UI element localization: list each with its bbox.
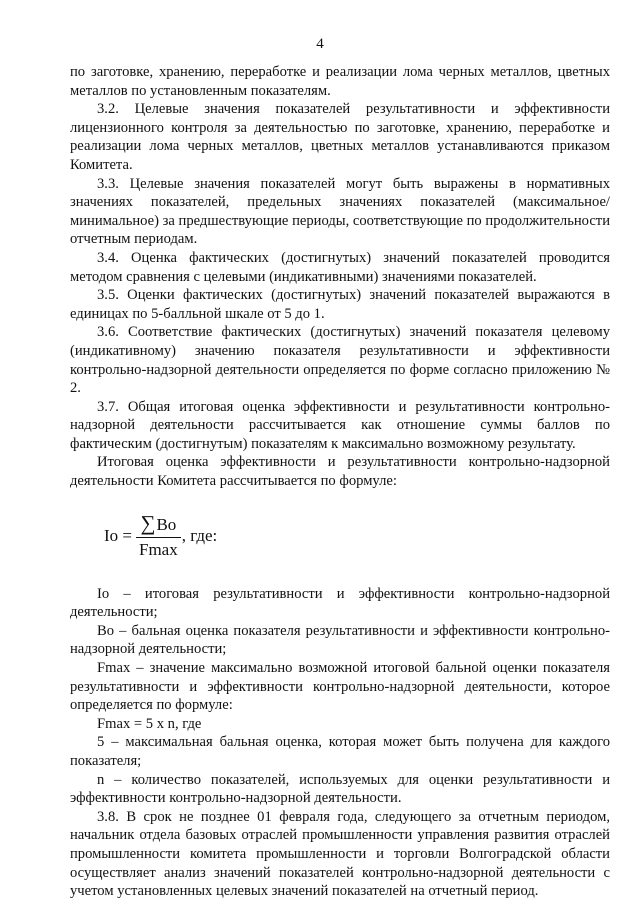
paragraph: 3.8. В срок не позднее 01 февраля года, следующего за отчетным периодом, начальник отдела базовых отраслей промышленности управления развития отраслей промышленности комитета промышленности и торговли Волгоградской области осуществляет анализ значений показателей контрольно-надзорной деятельности с учетом установленных целевых значений показателей на отчетный период. xyxy=(70,808,610,900)
document-body xyxy=(70,63,610,901)
paragraph: 3.5. Оценки фактических (достигнутых) значений показателей выражаются в единицах по 5-балльной шкале от 5 до 1. xyxy=(70,287,610,322)
paragraph: 3.2. Целевые значения показателей результативности и эффективности лицензионного контроля за деятельностью по заготовке, хранению, переработке и реализации лома черных металлов, цветных металлов устанавливаются приказом Комитета. xyxy=(70,101,610,173)
formula-fraction xyxy=(136,511,181,559)
paragraph: Bo – бальная оценка показателя результативности и эффективности контрольно-надзорной деятельности; xyxy=(70,622,610,658)
formula-io xyxy=(104,503,610,571)
formula-lhs: Io = xyxy=(104,526,132,546)
paragraph: 3.3. Целевые значения показателей могут быть выражены в нормативных значениях показателей, предельных значениях показателей (максимальное/минимальное) за предшествующие периоды, соответствующие по продолжительности отчетным периодам. xyxy=(70,175,610,248)
paragraph: Итоговая оценка эффективности и результативности контрольно-надзорной деятельности Комитета рассчитывается по формуле: xyxy=(70,454,610,490)
paragraph: Io – итоговая результативности и эффективности контрольно-надзорной деятельности; xyxy=(70,585,610,621)
paragraphs-after-formula xyxy=(70,585,610,901)
paragraph: Fmax = 5 x n, где xyxy=(97,715,202,732)
paragraph: по заготовке, хранению, переработке и реализации лома черных металлов, цветных металлов по установленным показателям. xyxy=(70,64,610,99)
page-number: 4 xyxy=(316,36,324,52)
formula-denominator: Fmax xyxy=(136,537,181,560)
paragraph: 3.4. Оценка фактических (достигнутых) значений показателей проводится методом сравнения с целевыми (индикативными) значениями показателей. xyxy=(70,249,610,285)
paragraphs-before-formula xyxy=(70,63,610,491)
paragraph: 3.7. Общая итоговая оценка эффективности и результативности контрольно-надзорной деятельности рассчитывается как отношение суммы баллов по фактическим (достигнутым) показателям к максимально возможному результату. xyxy=(70,398,610,452)
paragraph: 5 – максимальная бальная оценка, которая может быть получена для каждого показателя; xyxy=(70,734,610,769)
paragraph: Fmax – значение максимально возможной итоговой бальной оценки показателя результативности и эффективности контрольно-надзорной деятельности, которое определяется по формуле: xyxy=(70,660,610,714)
formula-numerator xyxy=(137,511,179,537)
numerator-text: Bo xyxy=(156,515,177,535)
formula-tail: , где: xyxy=(181,526,218,546)
sum-symbol: ∑ xyxy=(140,511,156,536)
paragraph: n – количество показателей, используемых для оценки результативности и эффективности контрольно-надзорной деятельности. xyxy=(70,771,610,807)
paragraph: 3.6. Соответствие фактических (достигнутых) значений показателя целевому (индикативному) значению показателя результативности и эффективности контрольно-надзорной деятельности определяется по форме согласно приложению № 2. xyxy=(70,324,610,397)
